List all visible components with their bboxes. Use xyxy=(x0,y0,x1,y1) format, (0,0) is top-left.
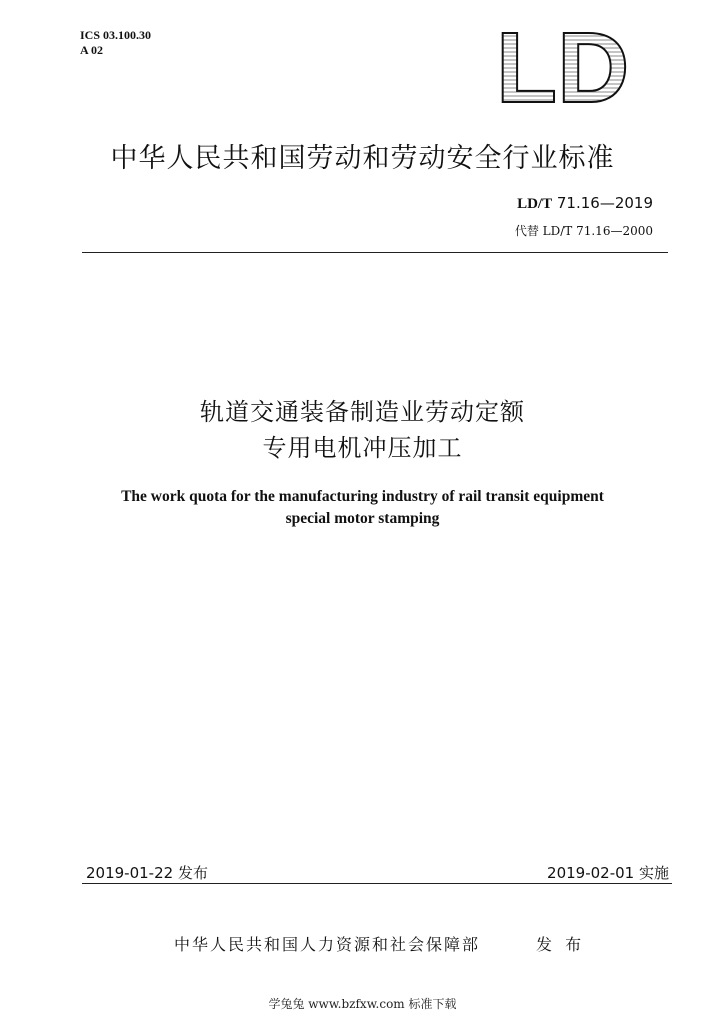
header-divider xyxy=(82,252,668,253)
standard-number: 71.16—2019 xyxy=(556,194,653,212)
issue-date: 2019-01-22 发布 xyxy=(86,864,208,882)
footer-divider xyxy=(82,883,672,884)
english-title-line-1: The work quota for the manufacturing industry of rail transit equipment xyxy=(121,488,604,505)
ics-code: ICS 03.100.30 xyxy=(80,28,152,42)
english-title-line-2: special motor stamping xyxy=(285,510,440,527)
ld-logo-text: LD xyxy=(496,18,630,108)
chinese-title-line-2: 专用电机冲压加工 xyxy=(262,434,463,462)
implementation-date: 2019-02-01 实施 xyxy=(547,864,669,882)
chinese-title-line-1: 轨道交通装备制造业劳动定额 xyxy=(200,398,525,426)
ld-logo xyxy=(490,18,640,108)
ld-logo-graphic xyxy=(490,18,640,108)
publisher-name: 中华人民共和国人力资源和社会保障部 xyxy=(174,935,481,954)
publish-label: 发 布 xyxy=(536,935,586,954)
standard-prefix: LD/T xyxy=(517,196,553,212)
issuing-organization-title: 中华人民共和国劳动和劳动安全行业标准 xyxy=(110,143,615,174)
download-footer: 学兔兔 www.bzfxw.com 标准下载 xyxy=(268,997,457,1011)
classification-codes xyxy=(80,28,151,58)
standard-code xyxy=(517,194,653,213)
replaces-note: 代替 LD/T 71.16—2000 xyxy=(514,224,653,238)
ccs-code: A 02 xyxy=(80,43,104,57)
